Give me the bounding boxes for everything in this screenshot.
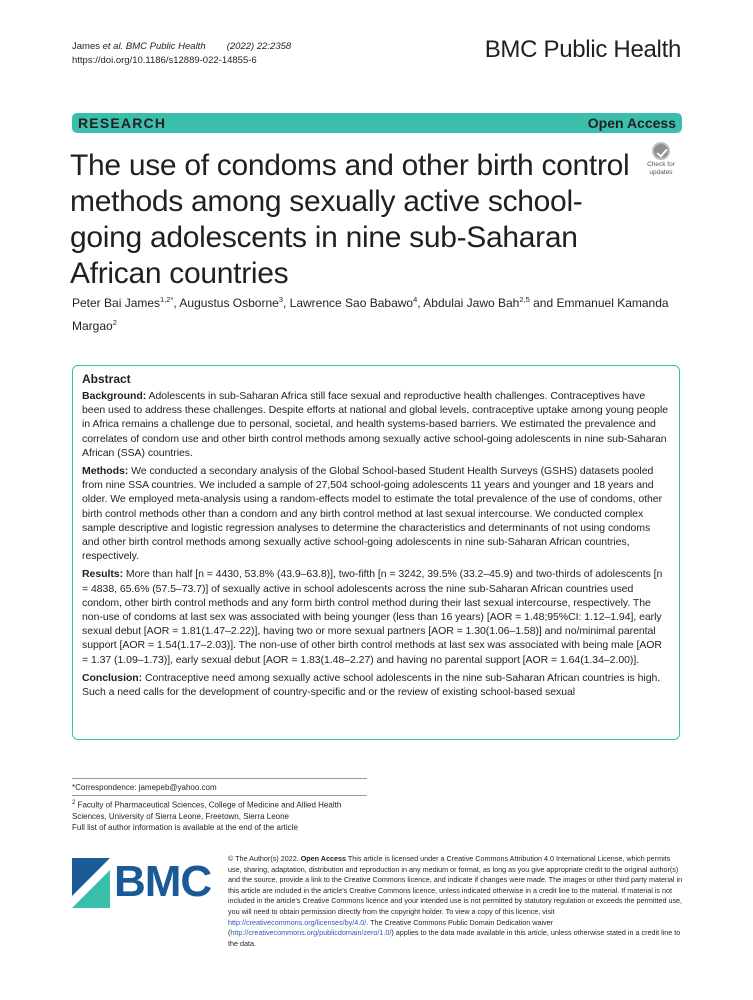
affiliation-text [72, 798, 367, 822]
results-text: More than half [n = 4430, 53.8% (43.9–63.8)], two-fifth [n = 3242, 39.5% (33.2–45.9) and two-thirds of adolescents [n = 4838, 65.6% (57.5–73.7)] of sexually active in school adolescents across the nine sub-Saharan African countries used condom, other birth control methods and any form birth control method during their last sexual intercourse, respectively. The non-use of condoms at last sex was associated with being younger (less than 16 years) [AOR = 1.48;95%CI: 1.12–1.94], early sexual debut [AOR = 1.81(1.47–2.22)], having two or more sexual partners [AOR = 1.30(1.06–1.58)] and no/minimal parental support [AOR = 1.54(1.17–2.03)]. The non-use of other birth control methods at last sex was associated with being male [AOR = 1.37 (1.09–1.73)], early sexual debut [AOR = 1.83(1.48–2.27) and having no parental support [AOR = 1.64(1.34–2.00)]. [82, 568, 663, 666]
conclusion-label: Conclusion: [82, 671, 143, 684]
author-name: Peter Bai James [72, 296, 161, 310]
license-body-2: . The Creative Commons Public Domain Dedication waiver ( [228, 917, 554, 938]
citation-year-volume: (2022) 22:2358 [226, 41, 292, 52]
author-list [72, 290, 682, 336]
full-list-note: Full list of author information is available at the end of the article [72, 822, 298, 832]
article-title: The use of condoms and other birth control methods among sexually active school-going adolescents in nine sub-Saharan African countries [70, 149, 630, 290]
author[interactable] [72, 296, 173, 310]
journal-name: BMC Public Health [484, 36, 681, 63]
badge-text [640, 161, 682, 176]
badge-line-2: updates [649, 168, 673, 176]
author-sep: , [173, 296, 180, 310]
bmc-logo-text: BMC [114, 857, 212, 906]
citation-et-al: et al. [99, 41, 124, 52]
cc-license-link[interactable]: http://creativecommons.org/licenses/by/4.0/ [228, 917, 367, 927]
correspondence-footnote: *Correspondence: jamepeb@yahoo.com [72, 778, 367, 793]
check-icon [652, 142, 670, 160]
license-body-1: This article is licensed under a Creative Commons Attribution 4.0 International License, which permits use, sharing, adaptation, distribution and reproduction in any medium or format, as long as you give appropriate credit to the original author(s) and the source, provide a link to the Creative Commons licence, and indicate if changes were made. The images or other third party material in this article are included in the article's Creative Commons licence, unless indicated otherwise in a credit line to the material. If material is not included in the article's Creative Commons licence and your intended use is not permitted by statutory regulation or exceeds the permitted use, you will need to obtain permission directly from the copyright holder. To view a copy of this licence, visit [228, 854, 683, 916]
open-access-bold: Open Access [300, 854, 346, 863]
citation-block [72, 40, 291, 68]
author-affil-sup: 4 [413, 295, 418, 304]
affiliation-body: Faculty of Pharmaceutical Sciences, College of Medicine and Allied Health Sciences, University of Sierra Leone, Freetown, Sierra Leone [72, 800, 342, 821]
author[interactable] [290, 296, 418, 310]
author-sep: and [529, 296, 557, 310]
author[interactable] [423, 296, 530, 310]
methods-label: Methods: [82, 465, 129, 478]
copyright: © The Author(s) 2022. [228, 854, 299, 863]
abstract-box [72, 365, 680, 740]
open-access-label: Open Access [587, 115, 676, 131]
author-sep: , [417, 296, 424, 310]
author-affil-sup: 3 [278, 295, 283, 304]
author-name: Augustus Osborne [179, 296, 279, 310]
author-name: Lawrence Sao Babawo [289, 296, 414, 310]
badge-line-1: Check for [647, 161, 675, 168]
affiliation-footnote [72, 795, 367, 833]
citation-authors: James [72, 41, 100, 52]
citation-journal: BMC Public Health [123, 41, 206, 52]
doi-link[interactable]: https://doi.org/10.1186/s12889-022-14855-6 [72, 55, 257, 66]
author-affil-sup: 1,2* [160, 295, 174, 304]
author-name: Abdulai Jawo Bah [423, 296, 520, 310]
methods-text: We conducted a secondary analysis of the Global School-based Student Health Surveys (GSHS) datasets pooled from nine SSA countries. We included a sample of 27,504 school-going adolescents 11 years and younger and 18 years and older. We employed meta-analysis using a random-effects model to estimate the total prevalence of the use of condoms, other birth control methods other than a condom and any birth control method at last sexual intercourse. We conducted complex sample descriptive and logistic regression analyses to determine the characteristics and determinants of not using condoms and other birth control methods among sexually active school-going adolescents in nine sub-Saharan African countries, respectively. [82, 465, 663, 563]
section-label: RESEARCH [78, 115, 167, 131]
abstract-methods [82, 464, 670, 563]
citation-line [72, 40, 291, 54]
section-bar [72, 113, 682, 133]
abstract-conclusion [82, 671, 670, 699]
cc-zero-link[interactable]: http://creativecommons.org/publicdomain/zero/1.0/ [230, 928, 392, 938]
background-text: Adolescents in sub-Saharan Africa still face sexual and reproductive health challenges. Contraceptives have been used to address these challenges. Despite efforts at national and global levels, contraceptive uptake among young people in Africa remains a challenge due to personal, societal, and health systems-based barriers. We estimated the prevalence and correlates of condom use and other birth control methods among sexually active school-going adolescents in nine sub-Saharan African (SSA) countries. [82, 390, 669, 459]
abstract-results [82, 567, 670, 666]
background-label: Background: [82, 390, 147, 402]
abstract-heading: Abstract [82, 372, 131, 386]
author-sep: , [283, 296, 290, 310]
bmc-logo-mark-icon [72, 858, 110, 908]
author-affil-sup: 2 [112, 318, 117, 327]
results-label: Results: [82, 568, 124, 581]
author-affil-sup: 2,5 [519, 295, 530, 304]
affiliation-sup: 2 [72, 800, 76, 806]
license-body-3: ) applies to the data made available in this article, unless otherwise stated in a credit line to the data. [228, 928, 681, 948]
author[interactable] [179, 296, 283, 310]
check-for-updates-badge[interactable] [640, 142, 682, 180]
license-text [228, 854, 683, 949]
abstract-background [82, 389, 670, 460]
bmc-logo [72, 853, 212, 911]
conclusion-text: Contraceptive need among sexually active school adolescents in the nine sub-Saharan African countries is high. Such a need calls for the development of country-specific and or the review of existing school-based sexual [82, 671, 661, 699]
author-name: Emmanuel Kamanda Margao [72, 296, 669, 333]
